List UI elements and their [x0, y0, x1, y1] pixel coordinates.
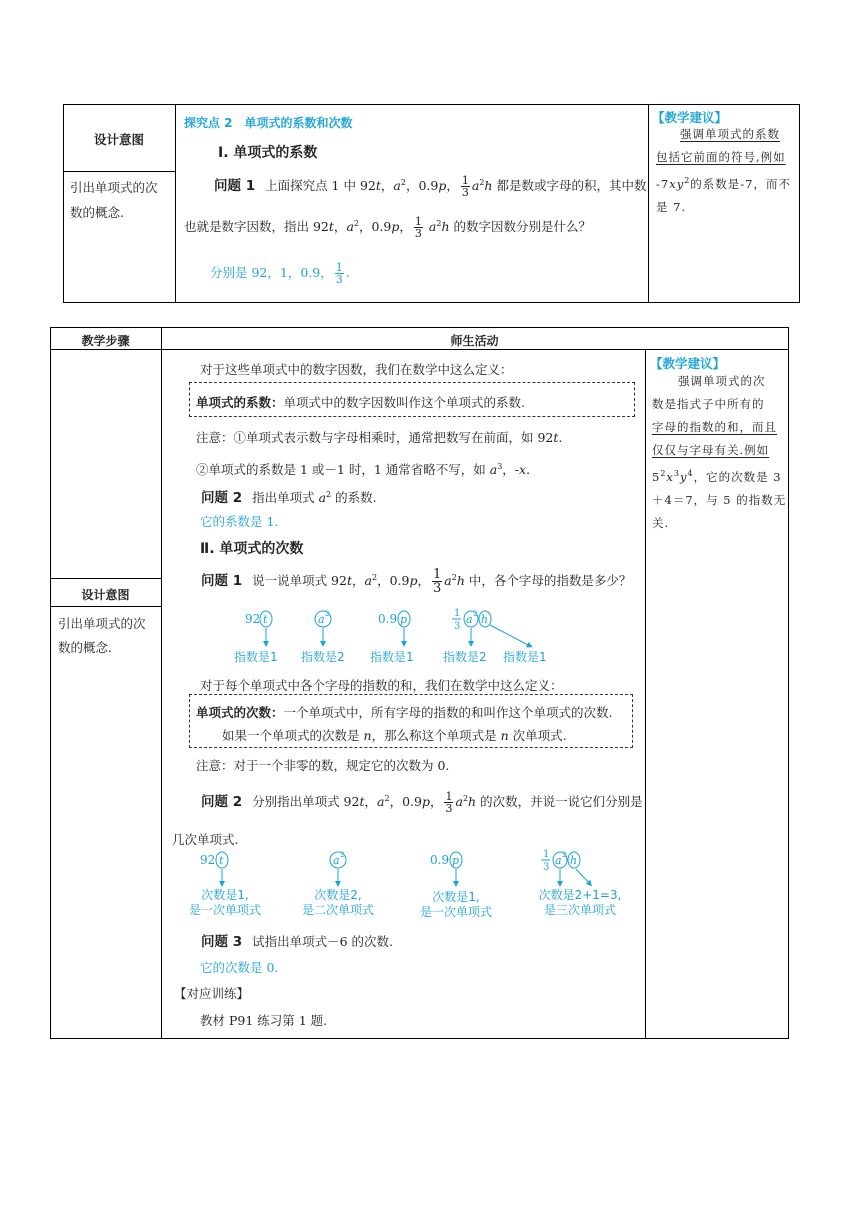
question-degree-3: 问题 3 试指出单项式－6 的次数. [201, 934, 393, 950]
degree-diagram [170, 846, 630, 888]
svg-text:h: h [570, 854, 578, 867]
intro-text-2: 对于每个单项式中各个字母的指数的和，我们在数学中这么定义： [200, 678, 563, 693]
teaching-suggestion-title-2: 【教学建议】 [650, 356, 726, 371]
svg-text:a: a [555, 854, 562, 867]
svg-text:1: 1 [454, 608, 461, 619]
svg-text:h: h [481, 613, 489, 626]
svg-text:0.9: 0.9 [378, 612, 398, 626]
section-title: 探究点 2 单项式的系数和次数 [184, 116, 353, 130]
definition-degree: 单项式的次数：一个单项式中，所有字母的指数的和叫作这个单项式的次数. [196, 705, 613, 720]
subsection-coefficient: Ⅰ. 单项式的系数 [218, 145, 318, 161]
design-intent-text-2: 数的概念. [70, 205, 124, 220]
svg-text:a: a [333, 854, 340, 867]
subsection-degree: Ⅱ. 单项式的次数 [200, 541, 304, 557]
definition-coefficient: 单项式的系数：单项式中的数字因数叫作这个单项式的系数. [196, 395, 525, 410]
question-degree-1: 问题 1 说一说单项式 92t，$a^2$，0.9p， $\frac{1}{3}$ $a^2h$ 中，各个字母的指数是多少？ [201, 567, 632, 596]
question-degree-2: 问题 2 分别指出单项式 92t，$a^2$，0.9p， $\frac{1}{3}$ $a^2h$ 的次数，并说一说它们分别是 [201, 790, 643, 815]
intro-text: 对于这些单项式中的数字因数，我们在数学中这么定义： [200, 362, 513, 377]
teaching-suggestion-text-2: 强调单项式的次 数是指式子中所有的 字母的指数的和，而且 仅仅与字母有关.例如 $5^2x^3y^4$，它的次数是 3 ＋4＝7，与 5 的指数无 关. [652, 374, 787, 530]
degree-label: 次数是2+1=3, 是三次单项式 [538, 888, 622, 917]
design-intent-text-2a: 引出单项式的次 [58, 616, 146, 631]
design-intent-text-1: 引出单项式的次 [70, 180, 158, 195]
degree-labels [170, 888, 640, 924]
svg-text:92: 92 [200, 853, 216, 867]
exponent-label: 指数是1 [370, 650, 414, 664]
svg-text:a: a [318, 613, 325, 626]
svg-text:p: p [400, 613, 408, 626]
note-3: 注意：对于一个非零的数，规定它的次数为 0. [196, 758, 450, 773]
exponent-label: 指数是2 [301, 650, 345, 664]
question-1-line-1: 问题 1 上面探究点 1 中 92t，$a^2$，0.9p， $\frac{1}{3}$ $a^2h$ 都是数或字母的积，其中数 [214, 174, 647, 199]
question-2: 问题 2 指出单项式 $a^2$ 的系数. [201, 489, 377, 506]
practice-title: 【对应训练】 [174, 986, 250, 1001]
design-intent-header-2: 设计意图 [81, 588, 130, 602]
svg-text:p: p [452, 854, 460, 867]
exponent-label: 指数是1 [503, 650, 547, 664]
exponent-label: 指数是2 [443, 650, 487, 664]
svg-text:2: 2 [340, 851, 345, 859]
svg-text:2: 2 [562, 851, 567, 859]
question-1-line-2: 也就是数字因数，指出 92t，$a^2$，0.9p， $\frac{1}{3}$ $a^2h$ 的数字因数分别是什么？ [184, 215, 591, 240]
teaching-steps-header: 教学步骤 [81, 334, 130, 348]
svg-text:1: 1 [543, 849, 550, 860]
note-1: 注意：①单项式表示数与字母相乘时，通常把数写在前面，如 92t. [196, 430, 563, 445]
definition-degree-line-2: 如果一个单项式的次数是 n，那么称这个单项式是 n 次单项式. [222, 728, 567, 743]
svg-text:2: 2 [473, 610, 478, 618]
exponent-label: 指数是1 [234, 650, 278, 664]
svg-text:3: 3 [543, 862, 550, 873]
answer-1: 分别是 92，1，0.9， $\frac{1}{3}$ . [210, 261, 350, 286]
question-degree-2-line-2: 几次单项式. [172, 832, 239, 847]
svg-text:a: a [466, 613, 473, 626]
design-intent-header: 设计意图 [93, 132, 144, 147]
degree-label: 次数是1, 是一次单项式 [188, 888, 261, 917]
answer-degree-3: 它的次数是 0. [200, 960, 279, 975]
svg-text:92: 92 [245, 612, 261, 626]
degree-label: 次数是1, 是一次单项式 [419, 890, 492, 919]
activities-header: 师生活动 [450, 334, 499, 348]
note-2: ②单项式的系数是 1 或－1 时，1 通常省略不写，如 $a^3$，-x. [196, 461, 531, 477]
teaching-suggestion-title: 【教学建议】 [652, 110, 728, 125]
svg-text:3: 3 [454, 621, 461, 632]
svg-text:0.9: 0.9 [430, 853, 450, 867]
svg-text:t: t [263, 613, 268, 626]
answer-2: 它的系数是 1. [200, 514, 279, 529]
svg-text:2: 2 [325, 610, 330, 618]
teaching-suggestion-text: 强调单项式的系数 包括它前面的符号,例如 $-7xy^2$的系数是-7，而不 是 7. [656, 127, 791, 214]
exponent-labels [200, 648, 580, 668]
svg-text:t: t [219, 854, 224, 867]
practice-text: 教材 P91 练习第 1 题. [200, 1013, 328, 1028]
design-intent-text-2b: 数的概念. [58, 640, 112, 655]
degree-label: 次数是2, 是二次单项式 [301, 888, 374, 917]
